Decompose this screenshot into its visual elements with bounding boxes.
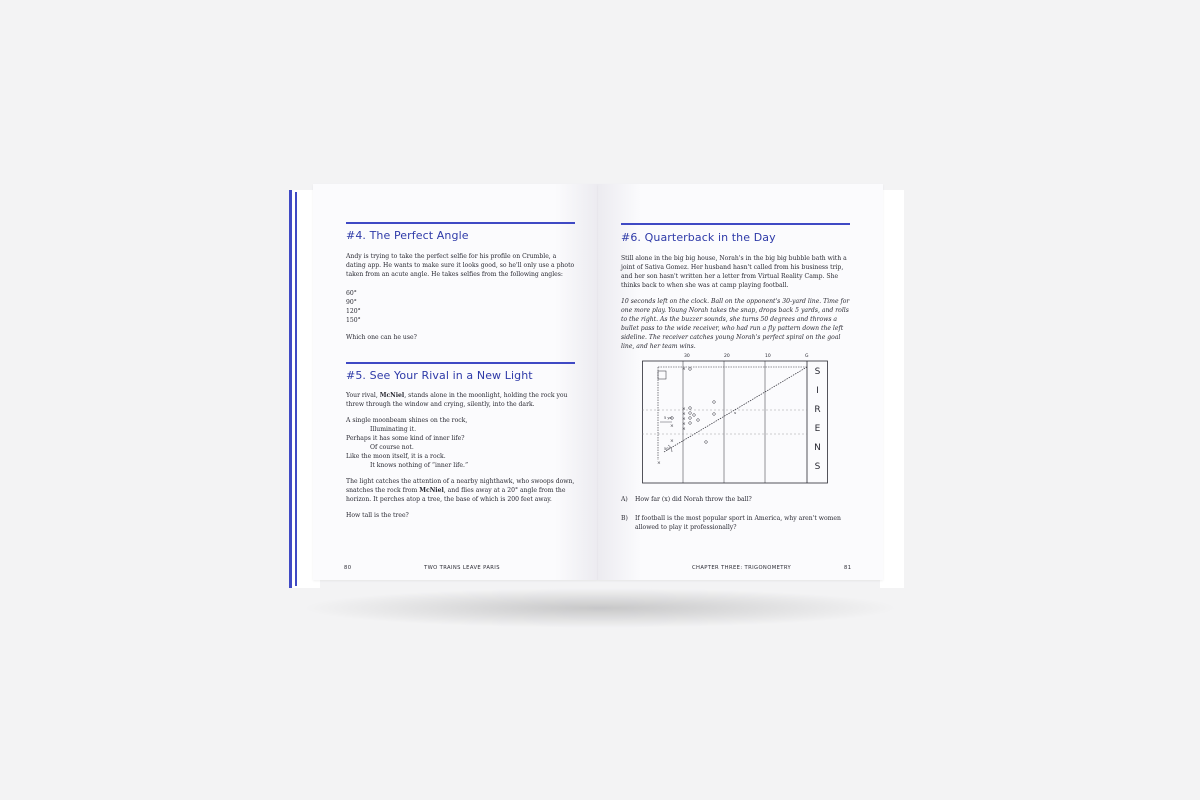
poem-line: Of course not. [370,444,414,451]
rival-name: McNiel [419,487,444,494]
yard-label: G [805,354,809,359]
svg-text:×: × [682,407,686,412]
problem4-top-rule [346,222,575,224]
problem6-body [621,254,853,358]
endzone-letter: S [814,462,821,472]
book-shadow [300,588,900,628]
problem4-intro: Andy is trying to take the perfect selfie for his profile on Crumble, a dating app. He wants to make sure it looks good, so he'll only use a photo taken from an acute angle. He takes selfies from the following angles: [346,253,575,278]
right-angle-marker [658,371,666,379]
problem6-intro: Still alone in the big big house, Norah's in the big big bubble bath with a joint of Sativa Gomez. Her husband hasn't called from his business trip, and her son hasn't written her a letter from Virtual Reality Camp. She thinks back to when she was at camp playing football. [621,255,847,289]
question-text: How far (x) did Norah throw the ball? [635,496,752,503]
angle-item: 120° [346,308,361,315]
endzone-letter: S [814,367,821,377]
svg-text:×: × [682,427,686,432]
endzone-letter: I [816,386,819,396]
problem5-title: #5. See Your Rival in a New Light [346,369,533,382]
problem6-top-rule [621,223,850,225]
endzone-letters [814,367,821,472]
question-b [621,514,853,532]
problem5-body [346,391,578,527]
svg-text:×: × [670,439,674,444]
angle-list [346,289,576,325]
players-o [671,368,716,444]
drop-label: 5 yd [664,416,672,420]
left-page-number: 80 [344,565,352,571]
poem-line: It knows nothing of “inner life.” [370,462,469,469]
right-running-title: CHAPTER THREE: TRIGONOMETRY [692,565,792,571]
problem6-title: #6. Quarterback in the Day [621,231,776,244]
angle-item: 150° [346,317,361,324]
right-page-number: 81 [844,565,852,571]
angle-item: 60° [346,290,357,297]
problem5-top-rule [346,362,575,364]
yard-label: 20 [724,354,730,359]
problem6-italic: 10 seconds left on the clock. Ball on the opponent's 30-yard line. Time for one more play. Young Norah takes the snap, drops back 5 yards, and rolls to the right. As the buzzer sounds, she turns 50 degrees and throws a bullet pass to the wide receiver, who had run a fly pattern down the left sideline. The receiver catches young Norah's perfect spiral on the goal line, and her team wins. [621,298,850,350]
angle-label: 50° [664,447,671,451]
question-label: B) [621,515,628,522]
right-page-stack [880,190,904,588]
problem4-title: #4. The Perfect Angle [346,229,469,242]
distance-label: x [734,410,737,415]
poem-line: Illuminating it. [370,426,417,433]
cover-edge-blue-inner [295,192,297,586]
svg-text:×: × [657,461,661,466]
svg-text:×: × [682,367,686,372]
football-field-diagram [642,352,828,484]
poem [346,416,578,470]
question-text: If football is the most popular sport in America, why aren't women allowed to play it professionally? [635,515,841,531]
endzone-letter: R [814,405,821,415]
problem5-intro: Your rival, McNiel, stands alone in the moonlight, holding the rock you threw through the window and crying, silently, into the dark. [346,392,568,408]
problem5-story: The light catches the attention of a nearby nighthawk, who swoops down, snatches the rock from McNiel, and flies away at a 20° angle from the horizon. It perches atop a tree, the base of which is 200 feet away. [346,478,575,503]
endzone-letter: N [814,443,821,453]
svg-text:×: × [682,412,686,417]
poem-line: Like the moon itself, it is a rock. [346,453,446,460]
svg-text:×: × [682,422,686,427]
question-a [621,495,853,504]
svg-text:×: × [670,424,674,429]
poem-line: A single moonbeam shines on the rock, [346,417,468,424]
yard-label: 30 [684,354,690,359]
problem4-body [346,252,576,349]
poem-line: Perhaps it has some kind of inner life? [346,435,465,442]
problem5-question: How tall is the tree? [346,512,409,519]
question-label: A) [621,496,628,503]
endzone-letter: E [814,424,821,434]
svg-text:×: × [682,417,686,422]
problem4-question: Which one can he use? [346,334,417,341]
left-running-title: TWO TRAINS LEAVE PARIS [424,565,500,571]
yard-label: 10 [765,354,771,359]
angle-item: 90° [346,299,357,306]
endzone-text [814,367,821,472]
rival-name: McNiel [379,392,405,399]
cover-edge-blue [289,190,292,588]
